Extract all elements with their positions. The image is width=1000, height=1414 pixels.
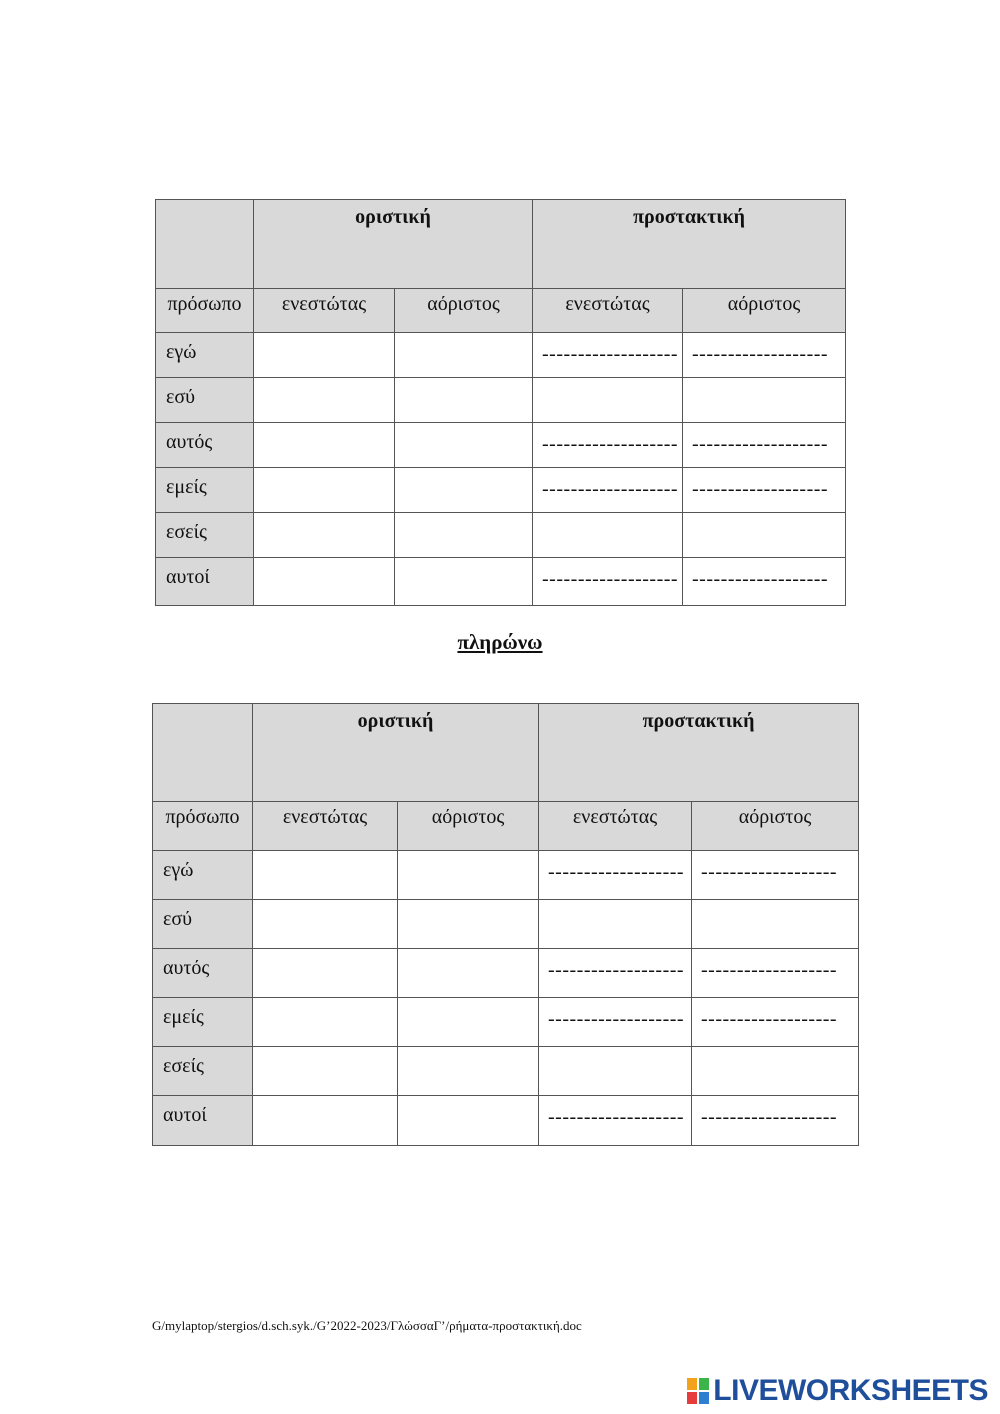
answer-cell[interactable] xyxy=(253,1096,398,1146)
answer-cell[interactable] xyxy=(398,1096,539,1146)
mood-header-indicative: οριστική xyxy=(253,704,539,802)
answer-cell[interactable] xyxy=(398,851,539,900)
liveworksheets-brand[interactable] xyxy=(687,1373,988,1409)
answer-cell[interactable] xyxy=(395,333,533,378)
dashed-cell: ------------------- xyxy=(683,423,846,468)
dashed-cell: ------------------- xyxy=(692,949,859,998)
answer-cell[interactable] xyxy=(395,468,533,513)
table-row xyxy=(156,468,846,513)
person-label: εσείς xyxy=(153,1047,253,1096)
person-label: αυτός xyxy=(153,949,253,998)
dashed-cell: ------------------- xyxy=(533,333,683,378)
person-label: εσείς xyxy=(156,513,254,558)
answer-cell[interactable] xyxy=(254,513,395,558)
mood-header-indicative: οριστική xyxy=(254,200,533,289)
person-label: εγώ xyxy=(153,851,253,900)
person-label: αυτός xyxy=(156,423,254,468)
answer-cell[interactable] xyxy=(539,1047,692,1096)
dashed-cell: ------------------- xyxy=(539,851,692,900)
mood-header-imperative: προστακτική xyxy=(539,704,859,802)
answer-cell[interactable] xyxy=(692,900,859,949)
answer-cell[interactable] xyxy=(533,378,683,423)
table-row xyxy=(156,378,846,423)
answer-cell[interactable] xyxy=(254,333,395,378)
mood-header-imperative: προστακτική xyxy=(533,200,846,289)
verb-title: πληρώνω xyxy=(457,630,543,654)
person-label: εσύ xyxy=(153,900,253,949)
answer-cell[interactable] xyxy=(254,468,395,513)
person-label: εγώ xyxy=(156,333,254,378)
tense-header-aorist: αόριστος xyxy=(398,802,539,851)
answer-cell[interactable] xyxy=(253,998,398,1047)
answer-cell[interactable] xyxy=(395,378,533,423)
dashed-cell: ------------------- xyxy=(533,423,683,468)
table-row xyxy=(153,1096,859,1146)
conjugation-table-2 xyxy=(152,703,859,1146)
person-header: πρόσωπο xyxy=(153,802,253,851)
corner-cell xyxy=(153,704,253,802)
answer-cell[interactable] xyxy=(253,900,398,949)
dashed-cell: ------------------- xyxy=(539,998,692,1047)
answer-cell[interactable] xyxy=(395,513,533,558)
tense-header-aorist: αόριστος xyxy=(692,802,859,851)
answer-cell[interactable] xyxy=(253,949,398,998)
dashed-cell: ------------------- xyxy=(683,333,846,378)
table-row xyxy=(156,423,846,468)
tense-header-present: ενεστώτας xyxy=(539,802,692,851)
tense-header-aorist: αόριστος xyxy=(683,289,846,333)
dashed-cell: ------------------- xyxy=(683,558,846,606)
conjugation-table-1 xyxy=(155,199,846,606)
answer-cell[interactable] xyxy=(254,558,395,606)
person-label: αυτοί xyxy=(153,1096,253,1146)
dashed-cell: ------------------- xyxy=(533,558,683,606)
answer-cell[interactable] xyxy=(398,949,539,998)
person-header: πρόσωπο xyxy=(156,289,254,333)
table-row xyxy=(156,558,846,606)
dashed-cell: ------------------- xyxy=(692,998,859,1047)
person-label: εμείς xyxy=(153,998,253,1047)
tense-header-present: ενεστώτας xyxy=(253,802,398,851)
answer-cell[interactable] xyxy=(692,1047,859,1096)
dashed-cell: ------------------- xyxy=(539,1096,692,1146)
table-row xyxy=(153,949,859,998)
answer-cell[interactable] xyxy=(683,513,846,558)
person-label: εμείς xyxy=(156,468,254,513)
dashed-cell: ------------------- xyxy=(692,1096,859,1146)
tense-header-present: ενεστώτας xyxy=(533,289,683,333)
answer-cell[interactable] xyxy=(254,423,395,468)
corner-cell xyxy=(156,200,254,289)
answer-cell[interactable] xyxy=(395,423,533,468)
person-label: αυτοί xyxy=(156,558,254,606)
answer-cell[interactable] xyxy=(539,900,692,949)
answer-cell[interactable] xyxy=(253,1047,398,1096)
brand-name: LIVEWORKSHEETS xyxy=(713,1374,988,1407)
person-label: εσύ xyxy=(156,378,254,423)
answer-cell[interactable] xyxy=(254,378,395,423)
answer-cell[interactable] xyxy=(398,1047,539,1096)
answer-cell[interactable] xyxy=(253,851,398,900)
liveworksheets-logo-icon xyxy=(687,1378,709,1404)
table-row xyxy=(153,1047,859,1096)
file-path-footer: G/mylaptop/stergios/d.sch.syk./G’2022-2023/ΓλώσσαΓ’/ρήματα-προστακτική.doc xyxy=(152,1318,582,1333)
table-row xyxy=(153,900,859,949)
tense-header-aorist: αόριστος xyxy=(395,289,533,333)
answer-cell[interactable] xyxy=(398,900,539,949)
answer-cell[interactable] xyxy=(395,558,533,606)
table-row xyxy=(156,333,846,378)
dashed-cell: ------------------- xyxy=(692,851,859,900)
dashed-cell: ------------------- xyxy=(539,949,692,998)
answer-cell[interactable] xyxy=(683,378,846,423)
dashed-cell: ------------------- xyxy=(683,468,846,513)
table-row xyxy=(153,851,859,900)
tense-header-present: ενεστώτας xyxy=(254,289,395,333)
answer-cell[interactable] xyxy=(398,998,539,1047)
dashed-cell: ------------------- xyxy=(533,468,683,513)
table-row xyxy=(153,998,859,1047)
answer-cell[interactable] xyxy=(533,513,683,558)
table-row xyxy=(156,513,846,558)
